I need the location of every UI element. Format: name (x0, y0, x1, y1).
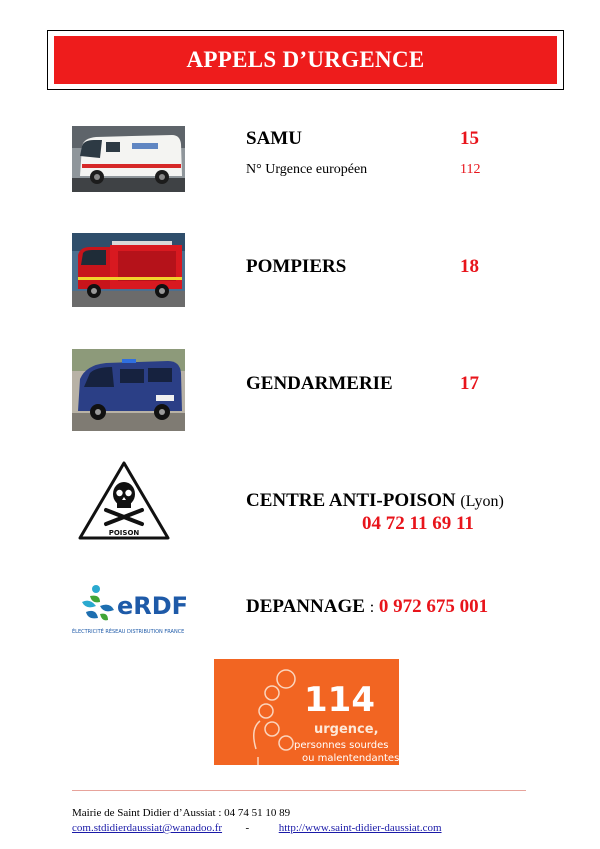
footer-separator: - (245, 822, 250, 834)
erdf-flower-icon (82, 585, 114, 620)
gendarmerie-van-photo (72, 349, 185, 431)
poison-sign-icon (76, 460, 172, 542)
erdf-logo (70, 578, 205, 636)
poster-line3: ou malentendantes (302, 753, 399, 764)
footer-contacts (72, 822, 442, 834)
footer-mairie: Mairie de Saint Didier d’Aussiat : 04 74 51 10 89 (72, 807, 291, 819)
pompiers-label: POMPIERS (246, 256, 347, 277)
depannage-label: DEPANNAGE (246, 596, 365, 617)
samu-number: 15 (460, 128, 479, 149)
pompiers-number: 18 (460, 256, 479, 277)
poster-114: 114 (304, 680, 375, 720)
footer-email-link[interactable]: com.stdidierdaussiat@wanadoo.fr (72, 822, 223, 834)
gendarmerie-label: GENDARMERIE (246, 373, 393, 394)
antipoison-city: (Lyon) (460, 493, 504, 510)
ambulance-photo (72, 126, 185, 192)
european-emergency-label: N° Urgence européen (246, 162, 368, 177)
erdf-logo-caption: ÉLECTRICITÉ RÉSEAU DISTRIBUTION FRANCE (72, 629, 185, 635)
poster-line1: urgence, (314, 722, 379, 737)
antipoison-number: 04 72 11 69 11 (362, 513, 474, 534)
urgence-114-poster (214, 659, 399, 765)
samu-label: SAMU (246, 128, 302, 149)
footer-website-link[interactable]: http://www.saint-didier-daussiat.com (278, 822, 442, 834)
depannage-line (246, 596, 488, 618)
poster-line2: personnes sourdes (294, 740, 389, 751)
footer-divider (72, 790, 526, 791)
erdf-logo-text: eRDF (117, 592, 189, 620)
fire-truck-photo (72, 233, 185, 307)
antipoison-title: CENTRE ANTI-POISON (246, 490, 456, 511)
depannage-number: 0 972 675 001 (378, 596, 489, 617)
european-emergency-number: 112 (460, 162, 481, 177)
title-frame (47, 30, 564, 90)
page-title: APPELS D’URGENCE (54, 36, 557, 84)
poison-sign-text: POISON (108, 529, 140, 537)
gendarmerie-number: 17 (460, 373, 479, 394)
antipoison-label (246, 490, 504, 512)
depannage-separator: : (369, 599, 375, 616)
